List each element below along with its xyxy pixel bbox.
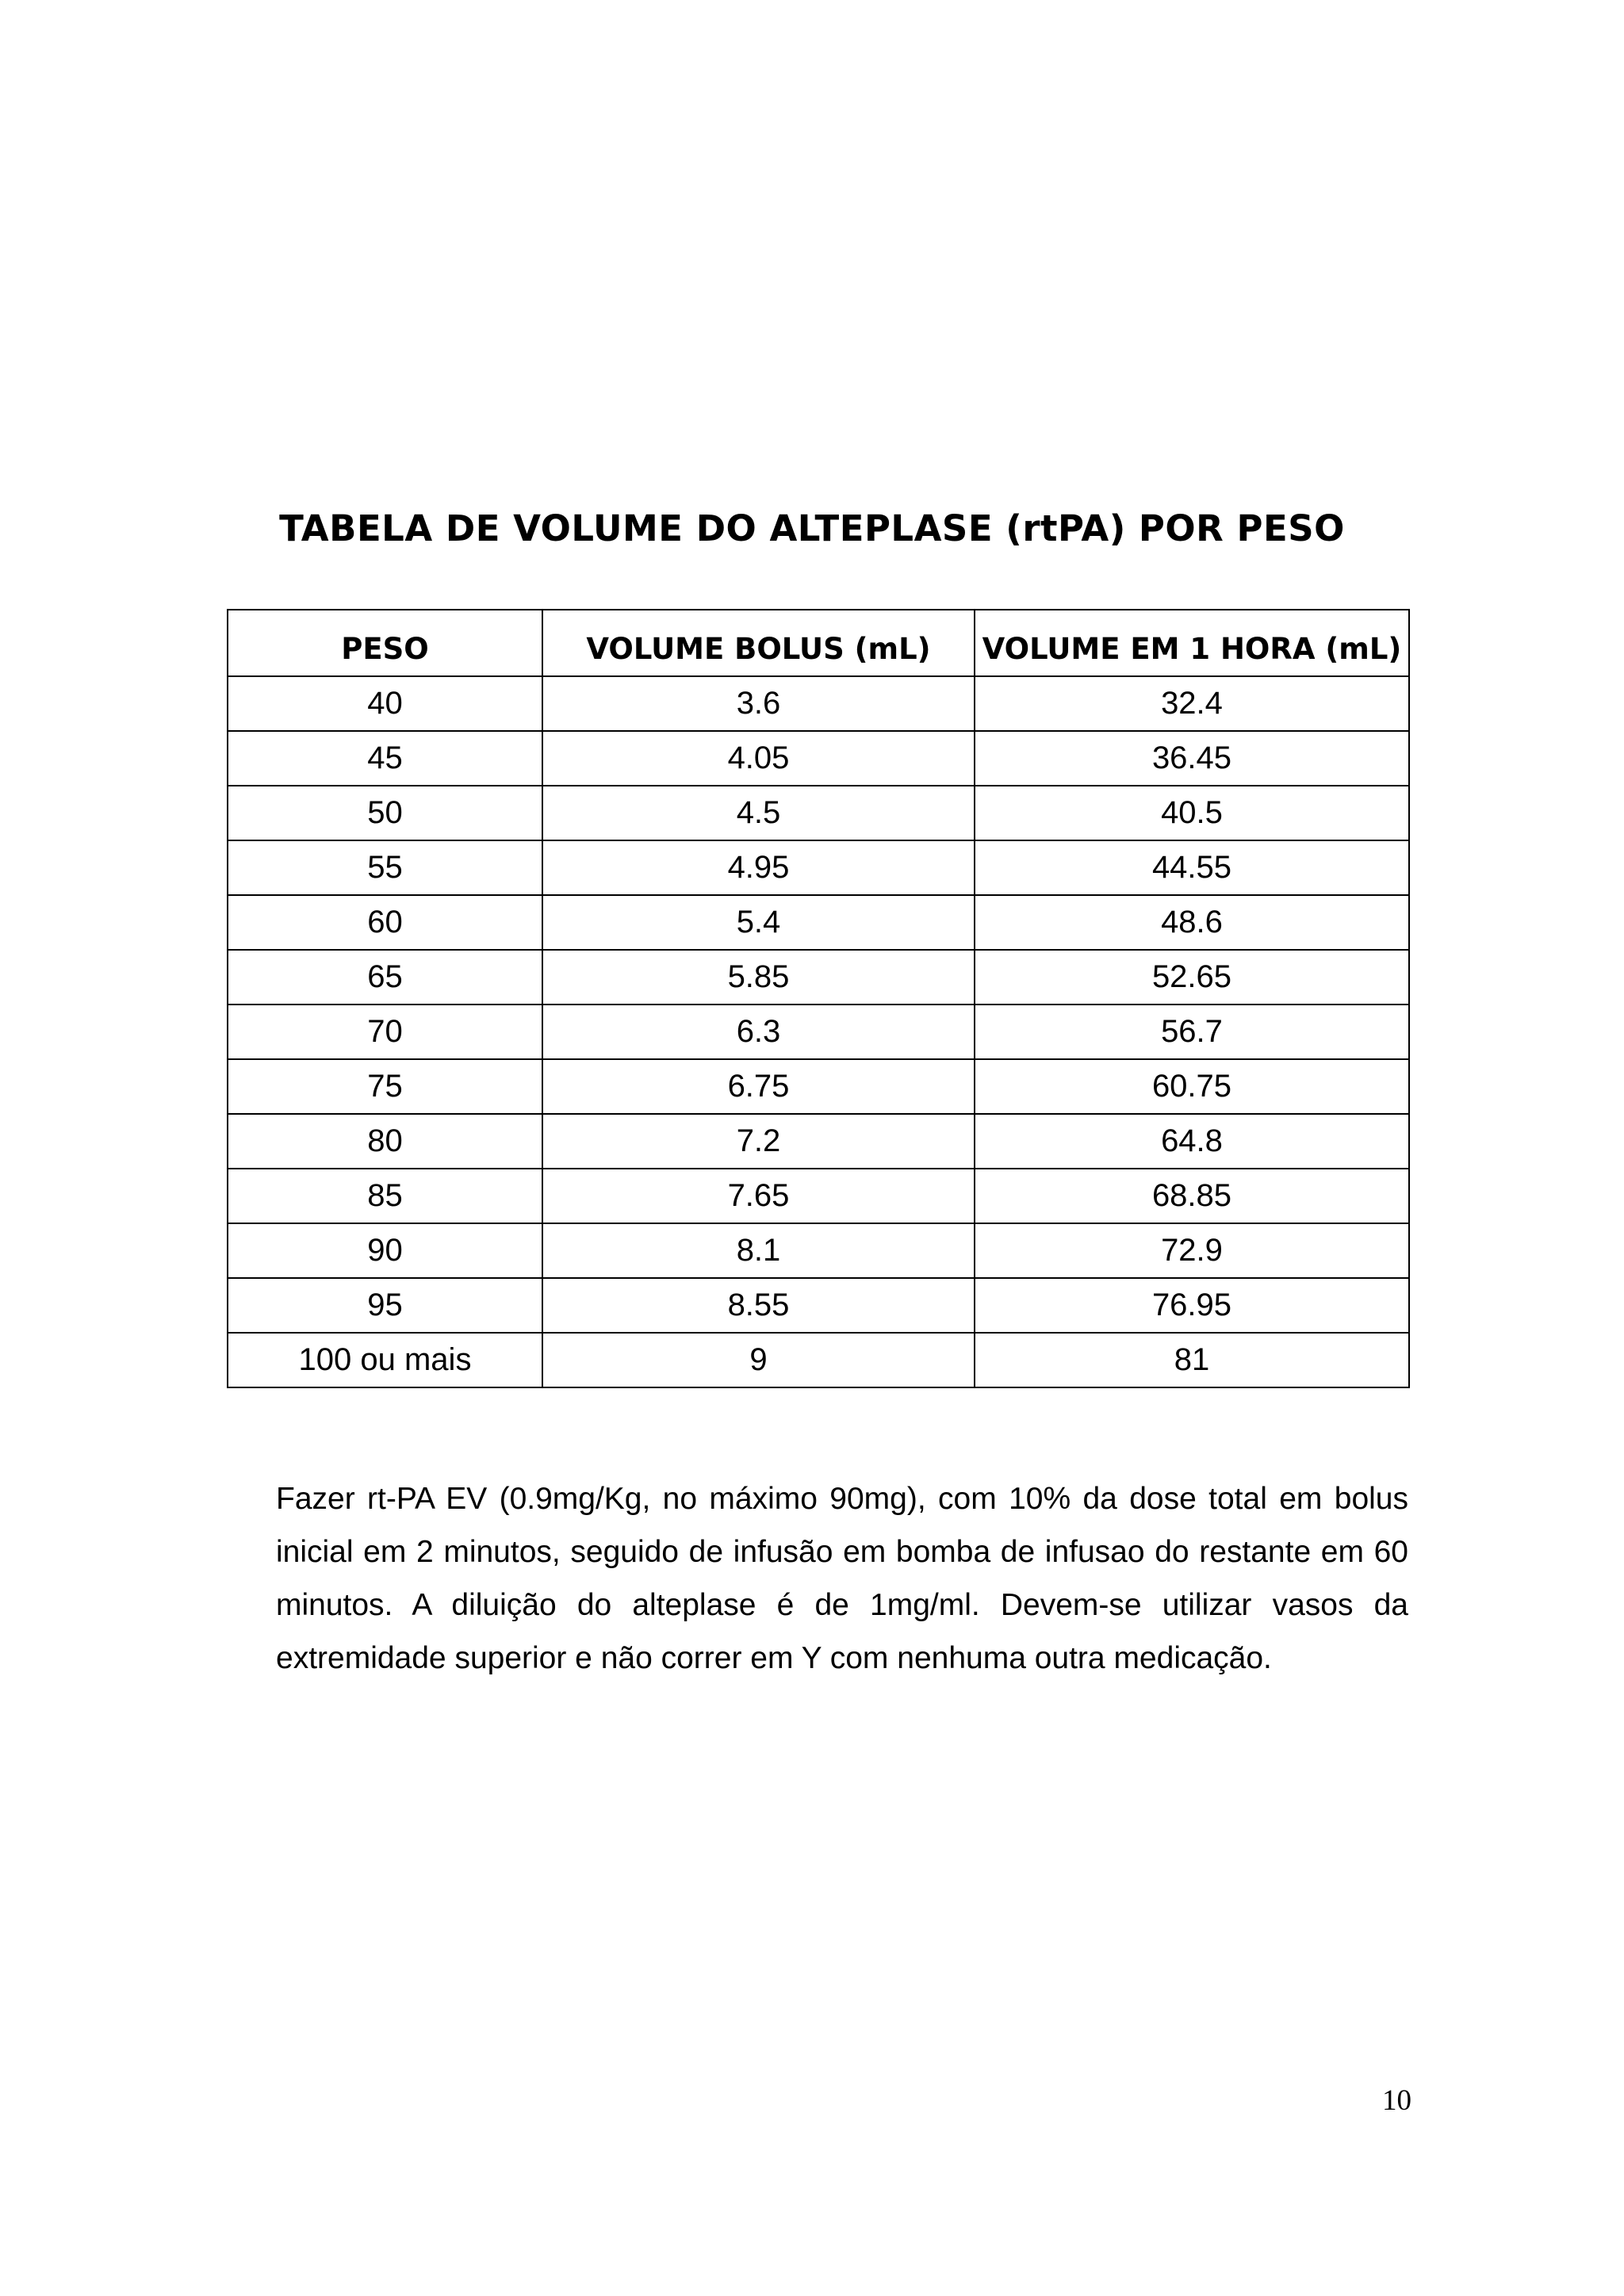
- table-row: [228, 1169, 1409, 1223]
- table-row: [228, 1223, 1409, 1278]
- table-row: [228, 1059, 1409, 1114]
- column-header-volume-bolus: VOLUME BOLUS (mL): [542, 610, 975, 676]
- table-row: [228, 1278, 1409, 1333]
- cell-volume-1-hora: 36.45: [975, 731, 1409, 786]
- cell-peso: 75: [228, 1059, 542, 1114]
- cell-peso: 55: [228, 840, 542, 895]
- cell-volume-1-hora: 81: [975, 1333, 1409, 1387]
- cell-volume-bolus: 7.65: [542, 1169, 975, 1223]
- dosage-table: [227, 609, 1410, 1388]
- cell-volume-1-hora: 52.65: [975, 950, 1409, 1004]
- cell-volume-1-hora: 44.55: [975, 840, 1409, 895]
- table-row: [228, 731, 1409, 786]
- table-row: [228, 1004, 1409, 1059]
- table-row: [228, 676, 1409, 731]
- cell-peso: 90: [228, 1223, 542, 1278]
- cell-volume-bolus: 6.75: [542, 1059, 975, 1114]
- cell-volume-bolus: 5.85: [542, 950, 975, 1004]
- table-header-row: [228, 610, 1409, 676]
- cell-peso: 45: [228, 731, 542, 786]
- cell-peso: 100 ou mais: [228, 1333, 542, 1387]
- table-row: [228, 895, 1409, 950]
- column-header-peso: PESO: [228, 610, 542, 676]
- cell-volume-bolus: 9: [542, 1333, 975, 1387]
- cell-volume-bolus: 4.5: [542, 786, 975, 840]
- cell-volume-1-hora: 48.6: [975, 895, 1409, 950]
- cell-volume-1-hora: 40.5: [975, 786, 1409, 840]
- table-row: [228, 1114, 1409, 1169]
- cell-peso: 60: [228, 895, 542, 950]
- cell-peso: 85: [228, 1169, 542, 1223]
- cell-peso: 70: [228, 1004, 542, 1059]
- cell-volume-bolus: 3.6: [542, 676, 975, 731]
- column-header-volume-1-hora: VOLUME EM 1 HORA (mL): [975, 610, 1409, 676]
- cell-peso: 40: [228, 676, 542, 731]
- cell-volume-bolus: 8.55: [542, 1278, 975, 1333]
- cell-volume-bolus: 4.95: [542, 840, 975, 895]
- cell-volume-1-hora: 68.85: [975, 1169, 1409, 1223]
- table-row: [228, 1333, 1409, 1387]
- page-number: 10: [1382, 2084, 1411, 2117]
- instructions-paragraph: Fazer rt-PA EV (0.9mg/Kg, no máximo 90mg), com 10% da dose total em bolus inicial em 2 minutos, seguido de infusão em bomba de infusao do restante em 60 minutos. A diluição do alteplase é de 1mg/ml. Devem-se utilizar vasos da extremidade superior e não correr em Y com nenhuma outra medicação.: [276, 1482, 1408, 1675]
- cell-peso: 80: [228, 1114, 542, 1169]
- cell-volume-1-hora: 56.7: [975, 1004, 1409, 1059]
- cell-volume-1-hora: 64.8: [975, 1114, 1409, 1169]
- cell-peso: 50: [228, 786, 542, 840]
- cell-peso: 95: [228, 1278, 542, 1333]
- table-row: [228, 786, 1409, 840]
- cell-volume-1-hora: 60.75: [975, 1059, 1409, 1114]
- cell-volume-bolus: 8.1: [542, 1223, 975, 1278]
- cell-volume-1-hora: 76.95: [975, 1278, 1409, 1333]
- cell-volume-bolus: 6.3: [542, 1004, 975, 1059]
- cell-volume-1-hora: 32.4: [975, 676, 1409, 731]
- cell-volume-bolus: 5.4: [542, 895, 975, 950]
- cell-volume-bolus: 7.2: [542, 1114, 975, 1169]
- table-row: [228, 950, 1409, 1004]
- page-title: TABELA DE VOLUME DO ALTEPLASE (rtPA) POR PESO: [279, 507, 1345, 549]
- cell-volume-1-hora: 72.9: [975, 1223, 1409, 1278]
- cell-volume-bolus: 4.05: [542, 731, 975, 786]
- cell-peso: 65: [228, 950, 542, 1004]
- table-row: [228, 840, 1409, 895]
